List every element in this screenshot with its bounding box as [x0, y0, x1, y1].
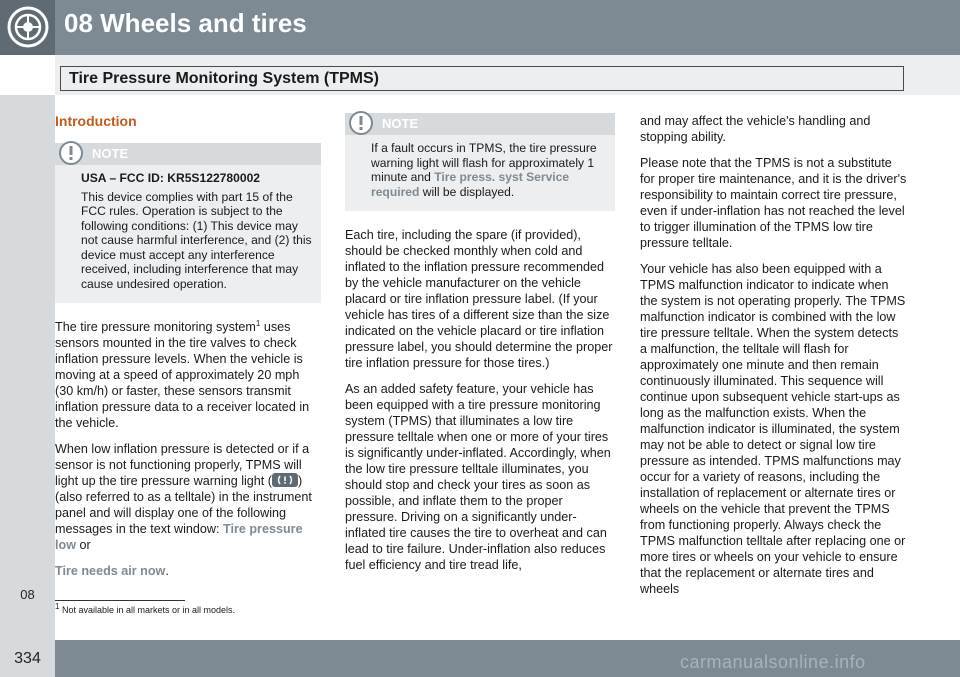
paragraph-malfunction-indicator: Your vehicle has also been equipped with a TPMS malfunction indicator to indicate when the system is not operating properly. The TPMS malfunction indicator is combined with the low tire pressure telltale. When the system detects a malfunction, the telltale will flash for approximately one minute and then remain continuously illuminated. This sequence will continue upon subsequent vehicle start-ups as long as the malfunction exists. When the malfunction indicator is illuminated, the system may not be able to detect or signal low tire pressure as intended. TPMS malfunctions may occur for a variety of reasons, including the installation of replacement or alternate tires or wheels on the vehicle that prevent the TPMS from functioning properly. Always check the TPMS malfunction telltale after replacing one or more tires or wheels on your vehicle to ensure that the replacement or alternate tires and wheels [640, 262, 906, 596]
note-box-fault [345, 113, 615, 211]
paragraph-warning-light: When low inflation pressure is detected or if a sensor is not functioning properly, TPMS will light up the tire pressure warning light ( ) (also referred to as a telltale) in the instrument panel and will display one of the following messages in the text window: Tire pressure low or [55, 442, 312, 552]
footnote-ref: 1 [255, 318, 261, 328]
fault-note-text: If a fault occurs in TPMS, the tire pressure warning light will flash for approximately 1 minute and Tire press. syst Service required will be displayed. [371, 141, 597, 199]
section-title: Tire Pressure Monitoring System (TPMS) [69, 70, 379, 87]
section-title-box [60, 66, 904, 91]
paragraph-safety-feature: As an added safety feature, your vehicle has been equipped with a tire pressure monitoring system (TPMS) that illuminates a low tire pressure telltale when one or more of your tires is significantly under-inflated. Accordingly, when the low tire pressure telltale illuminates, you should stop and check your tires as soon as possible, and inflate them to the proper pressure. Driving on a significantly under-inflated tire causes the tire to overheat and can lead to tire failure. Under-inflation also reduces fuel efficiency and tire tread life, [345, 382, 611, 572]
wheel-icon [6, 5, 50, 49]
note-body [55, 165, 321, 303]
message-tire-needs-air: Tire needs air now [55, 564, 166, 578]
page-number: 334 [14, 650, 41, 667]
tire-pressure-warning-icon [272, 473, 298, 487]
chapter-sidebar [0, 95, 55, 640]
paragraph-sensors: The tire pressure monitoring system$^1$ uses sensors mounted in the tire valves to check inflation pressure levels. When the vehicle is moving at a speed of approximately 20 mph (30 km/h) or faster, these sensors transmit inflation pressure data to a receiver located in the vehicle. [55, 318, 310, 430]
chapter-icon-box [0, 0, 55, 55]
note-box-fcc [55, 143, 321, 303]
note-header [345, 113, 615, 135]
info-icon [58, 140, 84, 166]
paragraph-handling: and may affect the vehicle's handling and stopping ability. [640, 114, 871, 144]
footnote: $^1$ Not available in all markets or in all models. [55, 602, 236, 615]
note-body [345, 135, 615, 211]
paragraph-message-2: Tire needs air now. [55, 564, 169, 578]
fcc-compliance-text: This device complies with part 15 of the FCC rules. Operation is subject to the following conditions: (1) This device may not cause harmful interference, and (2) this device must accept any interference received, including interference that may cause undesired operation. [81, 189, 312, 291]
message-service-required: Tire press. syst Service required [371, 170, 570, 199]
info-icon [348, 110, 374, 136]
paragraph-monthly-check: Each tire, including the spare (if provided), should be checked monthly when cold and inflated to the inflation pressure recommended by the vehicle manufacturer on the vehicle placard or tire inflation pressure label. (If your vehicle has tires of a different size than the size indicated on the vehicle placard or tire inflation pressure label, you should determine the proper tire inflation pressure for those tires.) [345, 228, 613, 370]
introduction-heading: Introduction [55, 113, 137, 129]
fcc-id-line: USA – FCC ID: KR5S122780002 [81, 171, 261, 185]
footnote-rule [55, 600, 185, 601]
sidebar-chapter-number: 08 [20, 587, 35, 602]
message-tire-pressure-low: Tire pressure low [55, 522, 303, 552]
note-label: NOTE [382, 116, 419, 131]
note-header [55, 143, 321, 165]
column-2 [345, 113, 615, 583]
column-1 [55, 113, 321, 589]
watermark: carmanualsonline.info [680, 652, 866, 672]
paragraph-not-substitute: Please note that the TPMS is not a substitute for proper tire maintenance, and it is the driver's responsibility to maintain correct tire pressure, even if under-inflation has not reached the level to trigger illumination of the TPMS low tire pressure telltale. [640, 156, 907, 250]
chapter-title: 08 Wheels and tires [64, 8, 307, 38]
note-label: NOTE [92, 146, 129, 161]
column-3 [640, 113, 908, 607]
